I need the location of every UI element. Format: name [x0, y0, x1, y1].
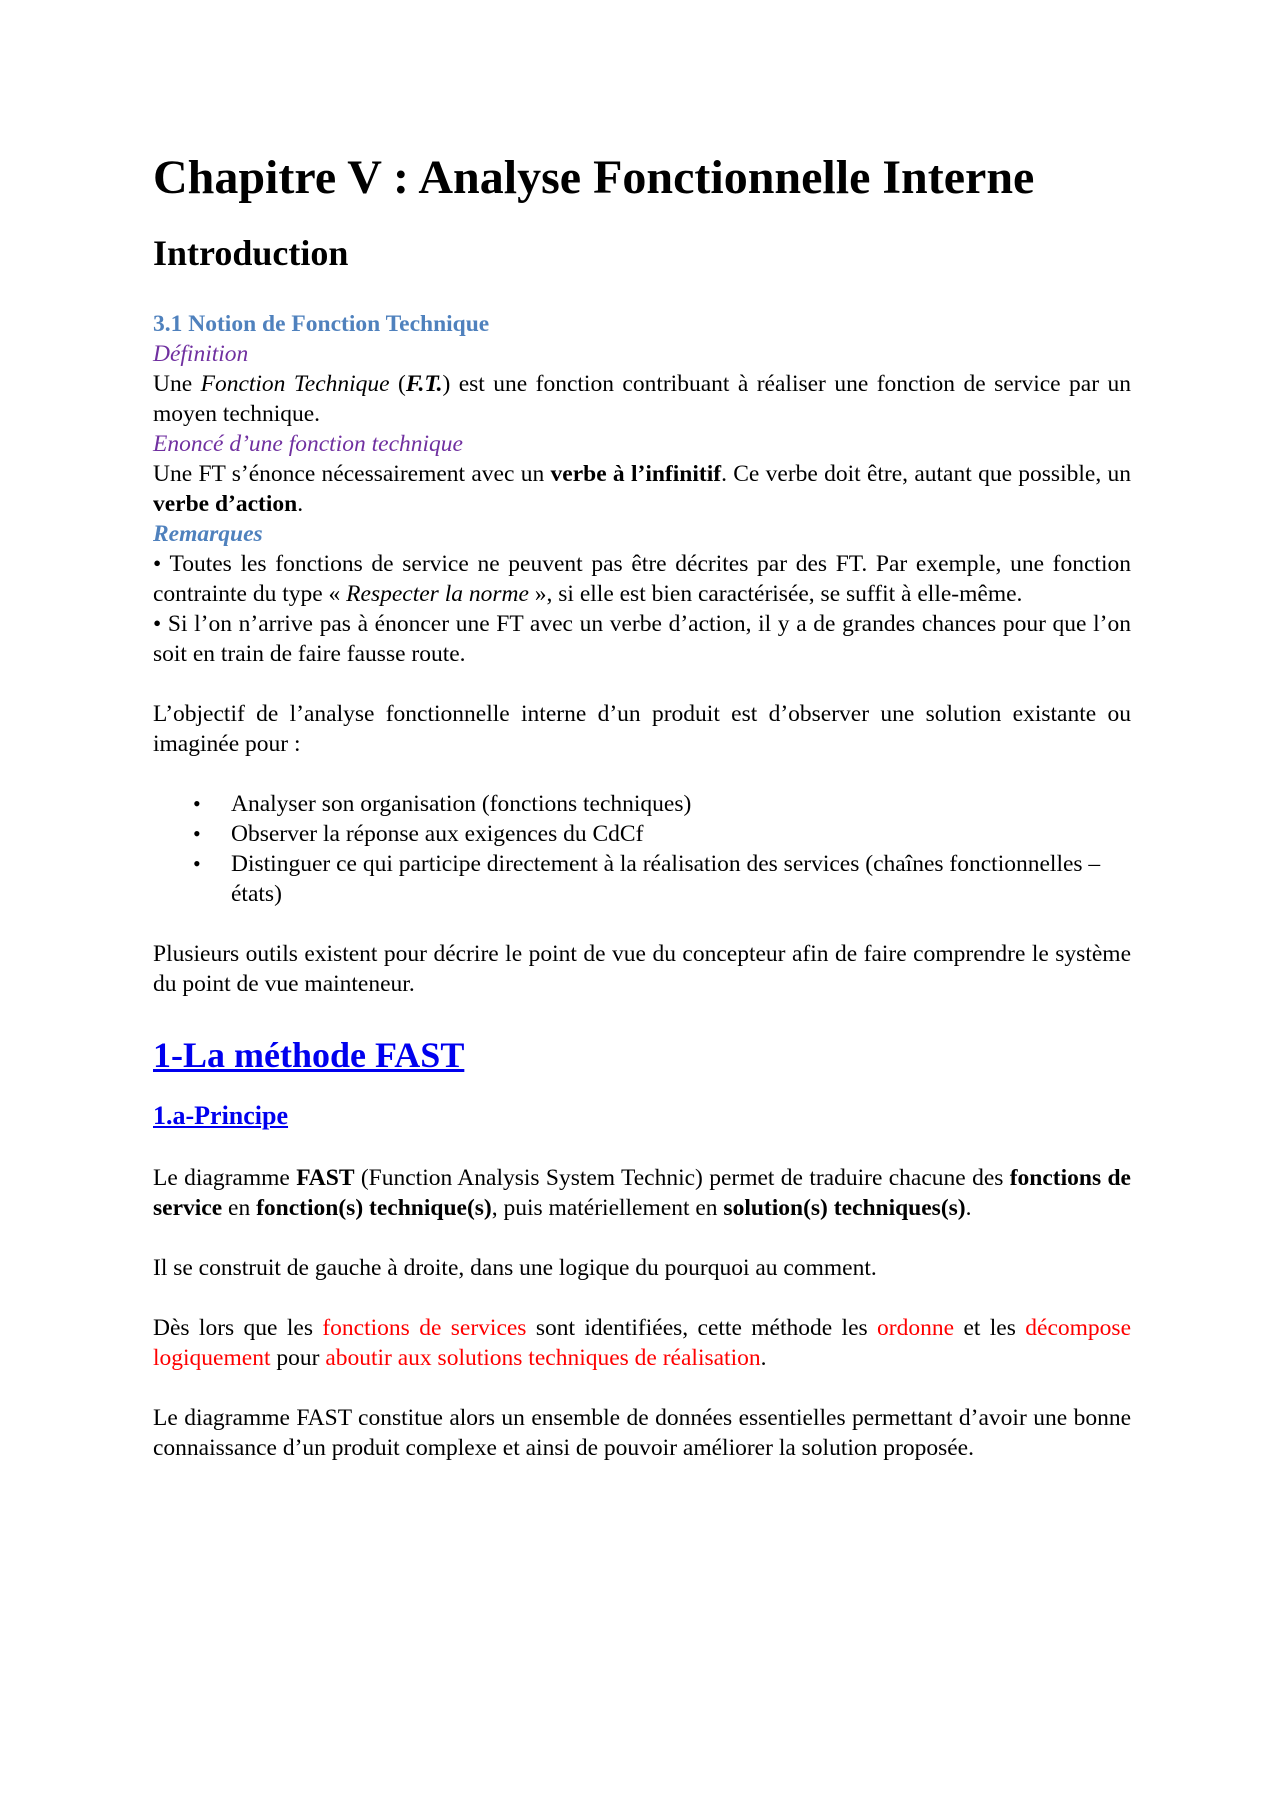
chapter-title: Chapitre V : Analyse Fonctionnelle Interne [153, 151, 1035, 204]
rem1-text-2: », si elle est bien caractérisée, se suffit à elle-même. [528, 580, 1023, 607]
page-content [153, 150, 1131, 1463]
introduction-heading: Introduction [153, 233, 349, 274]
p1-text-5: . [965, 1194, 972, 1221]
list-item [193, 849, 1131, 909]
bullet-icon: • [193, 820, 201, 846]
p1-text-1: Le diagramme [153, 1164, 297, 1191]
objectif-list [153, 789, 1131, 909]
list-item-text: Analyser son organisation (fonctions techniques) [231, 790, 692, 817]
p3-text-2: sont identifiées, cette méthode les [526, 1314, 878, 1341]
p3-text-5: . [760, 1344, 767, 1371]
p1-text-3: en [222, 1194, 257, 1221]
enonce-text-2: . Ce verbe doit être, autant que possible, un [721, 460, 1131, 487]
principe-paragraph-3 [153, 1313, 1131, 1373]
bullet-icon: • [193, 790, 201, 816]
remarque-2: • Si l’on n’arrive pas à énoncer une FT avec un verbe d’action, il y a de grandes chances pour que l’on soit en train de faire fausse route. [153, 610, 1131, 667]
bullet-icon: • [193, 850, 201, 876]
enonce-bold-2: verbe d’action [153, 490, 298, 517]
enonce-label: Enoncé d’une fonction technique [153, 430, 463, 457]
p3-red-3: décompose logiquement [153, 1314, 1131, 1371]
def-text-3: ) est une fonction contribuant à réaliser une fonction de service par un moyen technique. [153, 370, 1131, 427]
list-item-text: Observer la réponse aux exigences du CdCf [231, 820, 644, 847]
rem1-italic: Respecter la norme [346, 580, 529, 607]
principe-paragraph-4: Le diagramme FAST constitue alors un ensemble de données essentielles permettant d’avoir une bonne connaissance d’un produit complexe et ainsi de pouvoir améliorer la solution proposée. [153, 1404, 1131, 1461]
enonce-text-1: Une FT s’énonce nécessairement avec un [153, 460, 551, 487]
def-text-1: Une [153, 370, 201, 397]
p3-red-1: fonctions de services [322, 1314, 527, 1341]
list-item [193, 819, 1131, 849]
principe-paragraph-1 [153, 1163, 1131, 1223]
p1-text-2: (Function Analysis System Technic) permet de traduire chacune des [354, 1164, 1010, 1191]
rem1-text-1: • Toutes les fonctions de service ne peuvent pas être décrites par des FT. Par exemple, une fonction contrainte du type « [153, 550, 1131, 607]
p1-bold-fonctions-service: fonctions de service [153, 1164, 1131, 1221]
remarques-label: Remarques [153, 520, 263, 547]
enonce-bold-1: verbe à l’infinitif [550, 460, 722, 487]
def-ft-term: Fonction Technique [200, 370, 390, 397]
p1-bold-fast: FAST [296, 1164, 355, 1191]
def-ft-abbrev: F.T. [405, 370, 443, 397]
definition-paragraph [153, 369, 1131, 429]
list-item-text: Distinguer ce qui participe directement à la réalisation des services (chaînes fonctionnelles –états) [231, 850, 1101, 907]
enonce-paragraph [153, 459, 1131, 519]
list-item [193, 789, 1131, 819]
p3-red-4: aboutir aux solutions techniques de réalisation [325, 1344, 761, 1371]
definition-label: Définition [153, 340, 249, 367]
principe-heading: 1.a-Principe [153, 1100, 289, 1130]
p3-text-4: pour [270, 1344, 326, 1371]
principe-paragraph-2: Il se construit de gauche à droite, dans une logique du pourquoi au comment. [153, 1254, 877, 1281]
p1-bold-fonctions-techniques: fonction(s) technique(s) [256, 1194, 492, 1221]
p3-red-2: ordonne [877, 1314, 955, 1341]
enonce-text-3: . [297, 490, 304, 517]
objectif-paragraph: L’objectif de l’analyse fonctionnelle interne d’un produit est d’observer une solution existante ou imaginée pour : [153, 700, 1131, 757]
outils-paragraph: Plusieurs outils existent pour décrire le point de vue du concepteur afin de faire comprendre le système du point de vue mainteneur. [153, 940, 1131, 997]
fast-method-heading: 1-La méthode FAST [153, 1034, 465, 1075]
remarque-1 [153, 549, 1131, 609]
p3-text-1: Dès lors que les [153, 1314, 323, 1341]
section-3-1-title: 3.1 Notion de Fonction Technique [153, 310, 490, 337]
p1-text-4: , puis matériellement en [491, 1194, 724, 1221]
def-text-2: ( [389, 370, 406, 397]
p3-text-3: et les [954, 1314, 1026, 1341]
p1-bold-solutions: solution(s) techniques(s) [723, 1194, 966, 1221]
